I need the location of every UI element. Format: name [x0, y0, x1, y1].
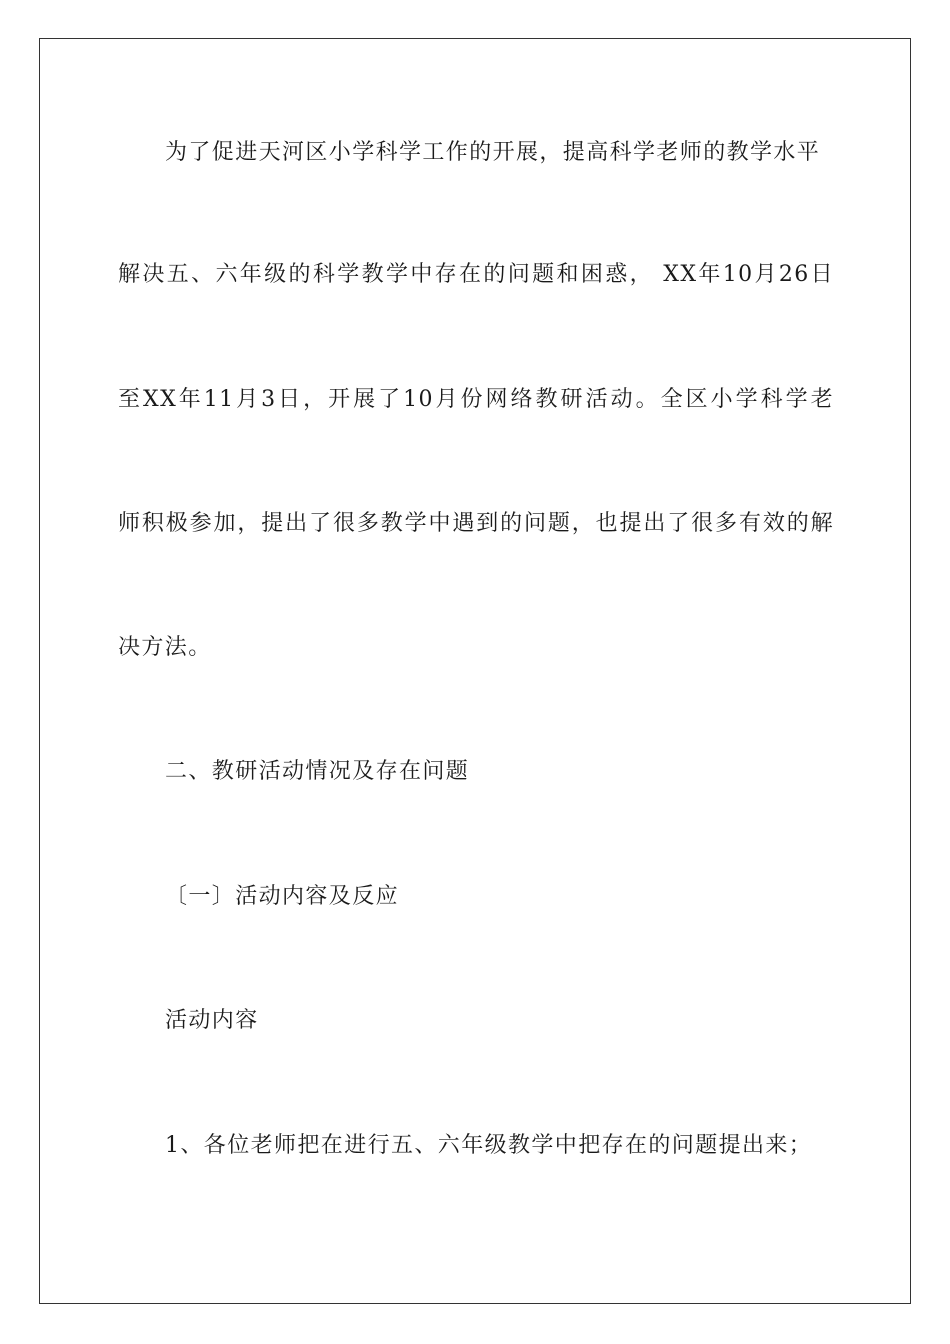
page-border	[39, 38, 911, 1304]
content-label: 活动内容	[165, 1008, 259, 1033]
paragraph-line: 决方法。	[118, 635, 212, 660]
paragraph-line: 至XX年11月3日，开展了10月份网络教研活动。全区小学科学老	[118, 387, 834, 412]
paragraph-line: 解决五、六年级的科学教学中存在的问题和困惑， XX年10月26日	[118, 262, 834, 287]
list-item: 1、各位老师把在进行五、六年级教学中把存在的问题提出来；	[165, 1133, 813, 1158]
paragraph-line: 为了促进天河区小学科学工作的开展，提高科学老师的教学水平	[165, 140, 821, 165]
section-heading: 二、教研活动情况及存在问题	[165, 759, 470, 784]
paragraph-line: 师积极参加，提出了很多教学中遇到的问题，也提出了很多有效的解	[118, 511, 834, 536]
subsection-heading: 〔一〕活动内容及反应	[165, 884, 400, 909]
